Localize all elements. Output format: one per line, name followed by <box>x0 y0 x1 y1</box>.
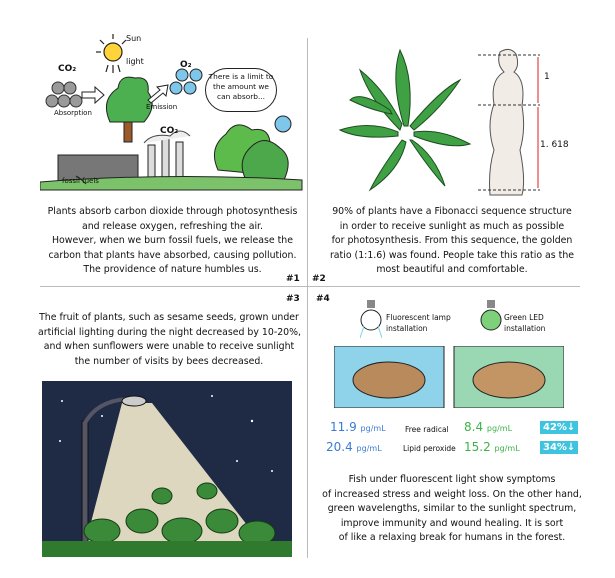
caption-line: 90% of plants have a Fibonacci sequence structure <box>332 206 572 217</box>
free-radical-right <box>464 420 512 434</box>
fossil-fuels-label: fossil fuels <box>62 177 99 185</box>
panel-number: #4 <box>316 294 330 304</box>
caption-line: in order to receive sunlight as much as possible <box>339 220 565 232</box>
panel-number: #3 <box>286 294 300 304</box>
o2-label: O₂ <box>180 60 192 70</box>
panel-3-caption <box>38 311 300 369</box>
value: 20.4 <box>326 440 353 454</box>
fish-right <box>473 362 545 398</box>
lipid-label: Lipid peroxide <box>403 444 456 453</box>
free-radical-label: Free radical <box>405 425 449 434</box>
value: 15.2 <box>464 440 491 454</box>
caption-line: artificial lighting during the night decreased by 10-20%, <box>38 326 302 338</box>
panel-number: #2 <box>312 274 326 284</box>
value: 11.9 <box>330 420 357 434</box>
panel-number: #1 <box>286 274 300 284</box>
lipid-left <box>326 440 382 454</box>
horizontal-divider <box>40 286 580 287</box>
ratio-bottom-label: 1. 618 <box>540 140 569 150</box>
co2-label: CO₂ <box>58 64 77 74</box>
caption-line: most beautiful and comfortable. <box>376 264 528 276</box>
vertical-divider <box>307 38 308 558</box>
caption-line: of increased stress and weight loss. On the other hand, <box>322 488 582 500</box>
caption-line: Fish under fluorescent light show symptoms <box>348 474 556 485</box>
lamp-right-label: Green LED installation <box>504 313 546 333</box>
fish-left <box>353 362 425 398</box>
caption-line: of like a relaxing break for humans in the forest. <box>338 532 566 544</box>
light-label: light <box>126 57 144 66</box>
caption-line: and release oxygen, refreshing the air. <box>81 220 264 232</box>
caption-line: and when sunflowers were unable to receive sunlight <box>43 341 295 353</box>
lipid-right <box>464 440 520 454</box>
free-radical-left <box>330 420 386 434</box>
panel-1-caption <box>40 205 305 278</box>
caption-line: improve immunity and wound healing. It is sort <box>340 517 564 529</box>
co2-factory-label: CO₂ <box>160 126 179 136</box>
caption-line: Plants absorb carbon dioxide through photosynthesis <box>47 206 298 217</box>
unit: pg/mL <box>356 444 382 453</box>
caption-line: green wavelengths, similar to the sunlight spectrum, <box>327 503 577 515</box>
sun-label: Sun <box>126 34 142 43</box>
caption-line: However, when we burn fossil fuels, we release the <box>52 235 293 247</box>
emission-label: Emission <box>146 103 178 111</box>
unit: pg/mL <box>494 444 520 453</box>
speech-bubble: There is a limit to the amount we can absorb... <box>205 68 277 112</box>
lamp-left-label: Fluorescent lamp installation <box>386 313 451 333</box>
caption-line: for photosynthesis. From this sequence, the golden <box>331 235 573 247</box>
ratio-top-label: 1 <box>544 72 550 82</box>
panel-2-caption <box>312 205 592 278</box>
absorption-label: Absorption <box>54 109 92 117</box>
caption-line: The fruit of plants, such as sesame seeds, grown under <box>39 312 299 323</box>
caption-line: The providence of nature humbles us. <box>83 264 262 276</box>
lipid-pct: 34%↓ <box>540 441 578 454</box>
value: 8.4 <box>464 420 484 434</box>
unit: pg/mL <box>486 424 513 433</box>
night-street-illustration <box>42 381 292 557</box>
caption-line: carbon that plants have absorbed, causing pollution. <box>48 249 297 261</box>
free-radical-pct: 42%↓ <box>540 421 578 434</box>
sun-icon <box>104 43 122 61</box>
fish-tanks-illustration <box>334 346 564 408</box>
panel-4-caption <box>312 473 592 546</box>
bulb-right-icon <box>480 300 502 340</box>
caption-line: the number of visits by bees decreased. <box>74 355 264 367</box>
panel-2-illustration <box>330 40 570 200</box>
unit: pg/mL <box>360 424 386 433</box>
bulb-left-icon <box>360 300 382 340</box>
caption-line: ratio (1:1.6) was found. People take this ratio as the <box>329 249 575 261</box>
